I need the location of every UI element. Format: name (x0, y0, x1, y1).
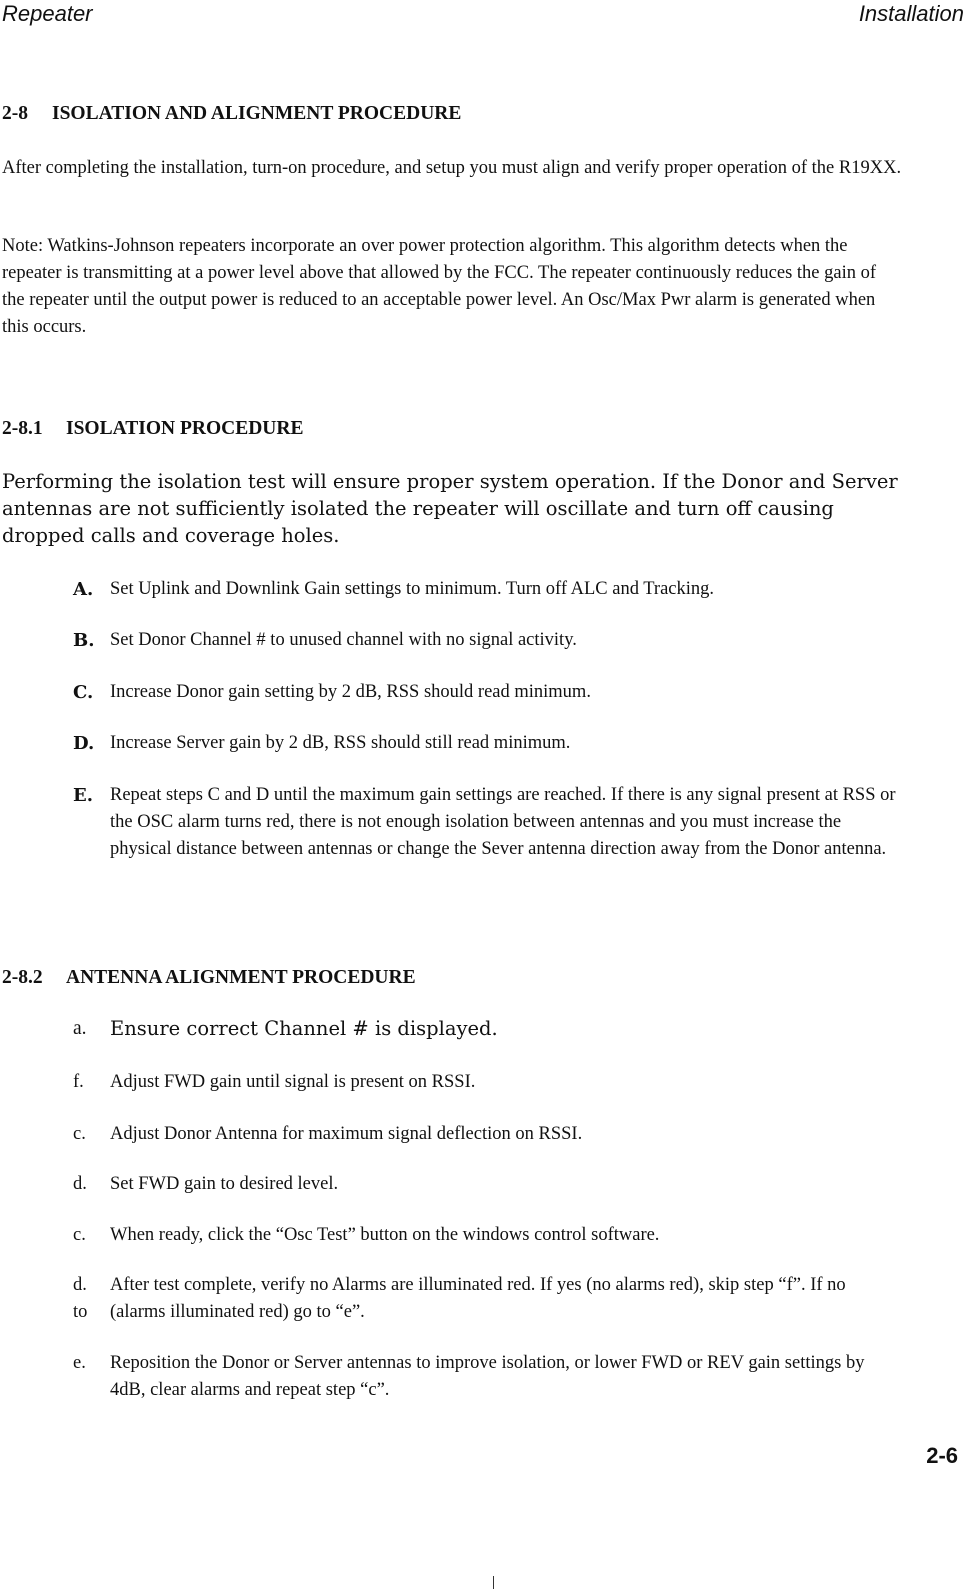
step-label: D. (73, 733, 95, 754)
step-text: When ready, click the “Osc Test” button on the windows control software. (110, 1225, 660, 1245)
step-label: d. (73, 1275, 87, 1295)
step-label: c. (73, 1225, 86, 1245)
alignment-step (73, 1222, 903, 1249)
section-title: ANTENNA ALIGNMENT PROCEDURE (66, 967, 416, 988)
step-text: Ensure correct Channel # is displayed. (110, 1017, 498, 1040)
step-text: Set Uplink and Downlink Gain settings to minimum. Turn off ALC and Tracking. (110, 579, 715, 599)
step-label: B. (73, 630, 95, 651)
alignment-step (73, 1171, 903, 1198)
page-edge-mark (493, 1576, 494, 1589)
step-label: d. (73, 1174, 87, 1194)
section-2-8-2-heading (2, 967, 416, 989)
isolation-step (73, 627, 903, 654)
step-label: e. (73, 1353, 86, 1373)
isolation-step (73, 576, 903, 603)
step-text: Repeat steps C and D until the maximum gain settings are reached. If there is any signal present at RSS or the OSC alarm turns red, there is not enough isolation between antennas and you must increase the physical distance between antennas or change the Sever antenna direction away from the Donor antenna. (110, 785, 896, 859)
intro-paragraph: After completing the installation, turn-on procedure, and setup you must align and verify proper operation of the R19XX. (2, 158, 902, 178)
isolation-step (73, 679, 903, 706)
section-number: 2-8.1 (2, 418, 43, 439)
step-text: Adjust FWD gain until signal is present on RSSI. (110, 1072, 476, 1092)
step-label: a. (73, 1018, 87, 1039)
isolation-lead-paragraph: Performing the isolation test will ensure proper system operation. If the Donor and Server antennas are not sufficiently isolated the repeater will oscillate and turn off causing dropped calls and coverage holes. (2, 470, 898, 547)
step-text: Increase Donor gain setting by 2 dB, RSS should read minimum. (110, 682, 591, 702)
section-title: ISOLATION AND ALIGNMENT PROCEDURE (52, 103, 462, 124)
step-label-continuation: to (73, 1302, 88, 1322)
alignment-step (73, 1015, 903, 1042)
step-text: Set FWD gain to desired level. (110, 1174, 339, 1194)
step-text: Increase Server gain by 2 dB, RSS should still read minimum. (110, 733, 571, 753)
page-number: 2-6 (926, 1443, 958, 1468)
step-label: c. (73, 1124, 86, 1144)
alignment-step (73, 1121, 903, 1148)
isolation-step (73, 730, 903, 757)
section-title: ISOLATION PROCEDURE (66, 418, 304, 439)
section-number: 2-8.2 (2, 967, 43, 988)
alignment-step (73, 1069, 903, 1096)
header-right: Installation (858, 1, 964, 26)
step-text: Adjust Donor Antenna for maximum signal deflection on RSSI. (110, 1124, 583, 1144)
note-paragraph: Note: Watkins-Johnson repeaters incorporate an over power protection algorithm. This algorithm detects when the repeater is transmitting at a power level above that allowed by the FCC. The repeater continuously reduces the gain of the repeater until the output power is reduced to an acceptable power level. An Osc/Max Pwr alarm is generated when this occurs. (2, 236, 877, 337)
section-2-8-heading (2, 103, 461, 125)
alignment-step (73, 1350, 903, 1404)
step-text: After test complete, verify no Alarms are illuminated red. If yes (no alarms red), skip step “f”. If no (alarms illuminated red) go to “e”. (110, 1275, 846, 1322)
step-label: C. (73, 682, 94, 703)
isolation-step (73, 782, 903, 863)
section-number: 2-8 (2, 103, 28, 124)
section-2-8-1-heading (2, 418, 303, 440)
step-label: E. (73, 785, 93, 806)
step-label: f. (73, 1072, 84, 1092)
step-text: Reposition the Donor or Server antennas to improve isolation, or lower FWD or REV gain settings by 4dB, clear alarms and repeat step “c”. (110, 1353, 865, 1400)
alignment-step (73, 1272, 903, 1326)
step-label: A. (73, 579, 94, 600)
step-text: Set Donor Channel # to unused channel with no signal activity. (110, 630, 577, 650)
header-left: Repeater (2, 1, 93, 26)
